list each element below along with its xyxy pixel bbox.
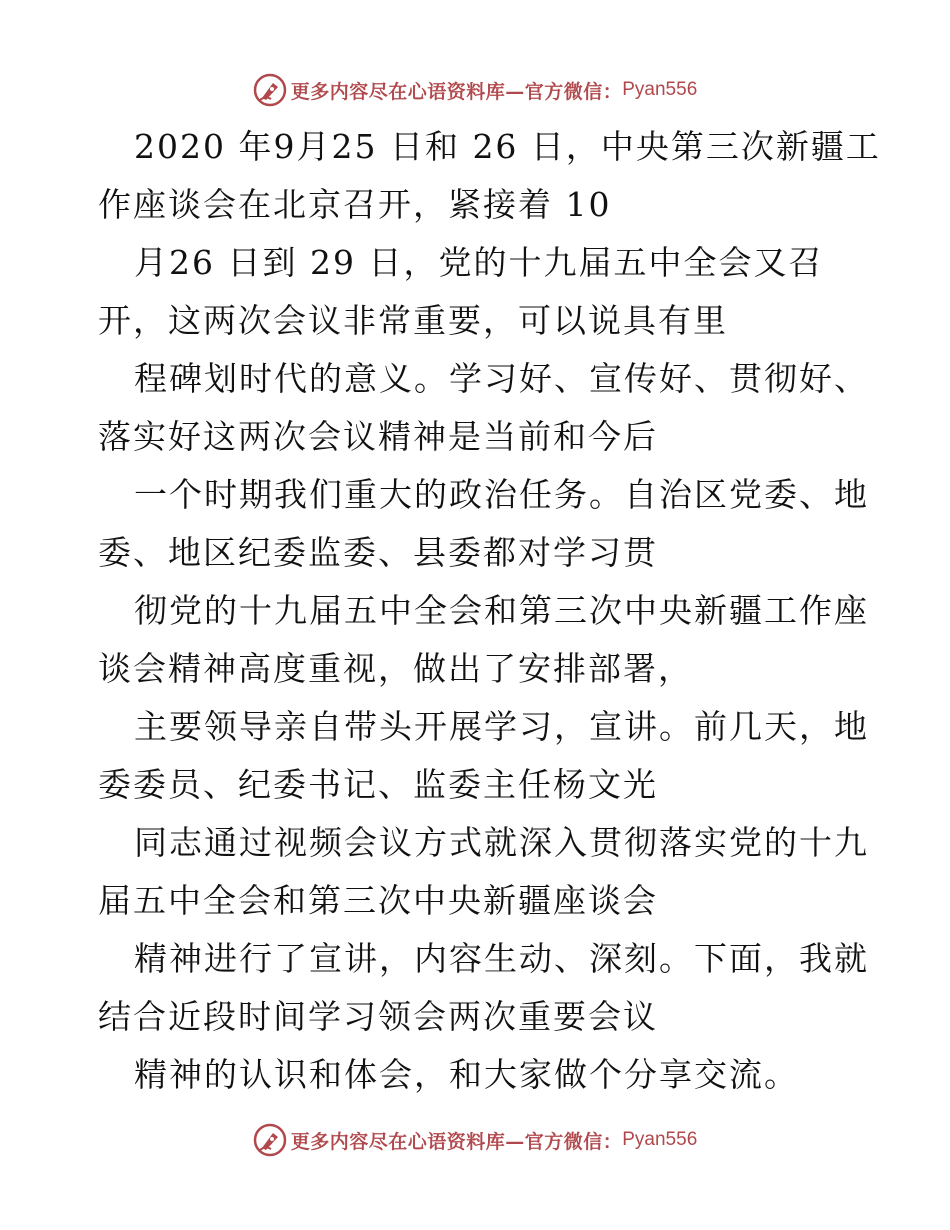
footer-brand-text: 更多内容尽在心语资料库—官方微信： <box>290 1130 623 1153</box>
text-line: 届五中全会和第三次中央新疆座谈会 <box>98 881 658 920</box>
text-line: 精神进行了宣讲，内容生动、深刻。下面，我就 <box>134 939 869 978</box>
text-line: 开，这两次会议非常重要，可以说具有里 <box>98 301 728 340</box>
text-line: 一个时期我们重大的政治任务。自治区党委、地 <box>134 475 869 514</box>
header-brand-text: 更多内容尽在心语资料库—官方微信： <box>290 80 623 103</box>
text-line: 程碑划时代的意义。学习好、宣传好、贯彻好、 <box>134 359 869 398</box>
pen-nib-logo-icon <box>253 73 287 107</box>
text-line: 委委员、纪委书记、监委主任杨文光 <box>98 765 658 804</box>
text-line: 委、地区纪委监委、县委都对学习贯 <box>98 533 658 572</box>
text-line: 落实好这两次会议精神是当前和今后 <box>98 417 658 456</box>
text-line: 彻党的十九届五中全会和第三次中央新疆工作座 <box>134 591 869 630</box>
footer-banner <box>0 1120 950 1160</box>
header-wechat-id: Pyan556 <box>622 79 698 100</box>
text-line: 作座谈会在北京召开，紧接着 10 <box>98 185 612 224</box>
text-line: 精神的认识和体会，和大家做个分享交流。 <box>134 1055 799 1094</box>
text-line: 2020 年9月25 日和 26 日，中央第三次新疆工 <box>134 127 881 166</box>
text-line: 同志通过视频会议方式就深入贯彻落实党的十九 <box>134 823 869 862</box>
text-line: 谈会精神高度重视，做出了安排部署， <box>98 649 693 688</box>
text-line: 结合近段时间学习领会两次重要会议 <box>98 997 658 1036</box>
text-line: 主要领导亲自带头开展学习，宣讲。前几天，地 <box>134 707 869 746</box>
footer-wechat-id: Pyan556 <box>622 1129 698 1150</box>
text-line: 月26 日到 29 日，党的十九届五中全会又召 <box>134 243 824 282</box>
header-banner <box>0 70 950 110</box>
pen-nib-logo-icon <box>253 1123 287 1157</box>
